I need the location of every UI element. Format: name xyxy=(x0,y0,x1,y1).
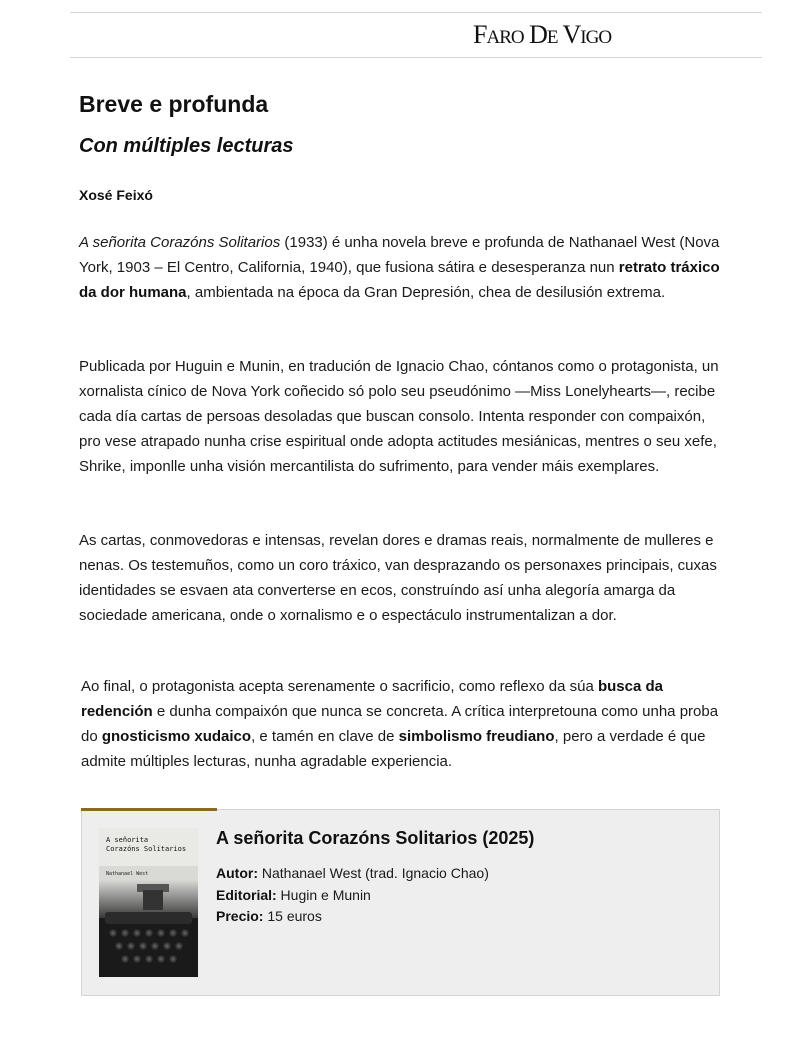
cover-title-line2: Corazóns Solitarios xyxy=(106,845,187,853)
paragraph-run: A señorita Corazóns Solitarios xyxy=(79,234,281,251)
book-cover-image xyxy=(99,828,198,977)
book-publisher-value: Hugin e Munin xyxy=(276,887,371,903)
article-subtitle: Con múltiples lecturas xyxy=(79,135,294,157)
cover-author: Nathanael West xyxy=(106,871,149,877)
svg-text:FARO DE VIGO: FARO DE VIGO xyxy=(473,20,612,49)
paragraph-run: busca da redención xyxy=(81,678,663,720)
book-price-row xyxy=(216,906,322,926)
article-author: Xosé Feixó xyxy=(79,187,153,203)
book-title: A señorita Corazóns Solitarios (2025) xyxy=(216,828,535,848)
paragraph-run: gnosticismo xudaico xyxy=(101,728,252,745)
paragraph-run: retrato tráxico da dor humana xyxy=(79,259,720,301)
paragraph-run: (1933) é unha novela breve e profunda de Nathanael West (Nova York, 1903 – El Centro, California, 1940), que fusiona sátira e desesperanza nun xyxy=(79,234,720,276)
cover-title-line1: A señorita xyxy=(106,836,149,844)
book-price-label: Precio: xyxy=(216,908,264,924)
book-publisher-row xyxy=(216,885,371,905)
brand-logo xyxy=(473,20,633,50)
paragraph-run: Publicada por Huguin e Munin, en tradución de Ignacio Chao, cóntanos como o protagonista, un xornalista cínico de Nova York coñecido só polo seu pseudónimo —Miss Lonelyhearts—, recibe cada día cartas de persoas desoladas que buscan consolo. Intenta responder con compaixón, pro vese atrapado nunha crise espiritual onde adopta actitudes mesiánicas, mentres o seu xefe, Shrike, imponlle unha visión mercantilista do sufrimento, para vender máis exemplares. xyxy=(79,358,719,475)
article-paragraph xyxy=(79,354,729,479)
article-paragraph xyxy=(81,674,736,774)
top-rule xyxy=(70,12,762,13)
paragraph-run: , pero a verdade é que admite múltiples lecturas, nunha agradable experiencia. xyxy=(81,728,706,770)
article-paragraph xyxy=(79,528,729,628)
book-author-label: Autor: xyxy=(216,865,258,881)
book-author-value: Nathanael West (trad. Ignacio Chao) xyxy=(258,865,489,881)
paragraph-run: , ambientada na época da Gran Depresión, chea de desilusión extrema. xyxy=(186,284,666,301)
paragraph-run: , e tamén en clave de xyxy=(251,728,399,745)
header-rule xyxy=(70,57,762,58)
article-title: Breve e profunda xyxy=(79,91,269,117)
book-price-value: 15 euros xyxy=(263,908,322,924)
paragraph-run: As cartas, conmovedoras e intensas, revelan dores e dramas reais, normalmente de mulleres e nenas. Os testemuños, como un coro tráxico, van desprazando os personaxes principais, cuxas identidades se esvaen ata converterse en ecos, construíndo así unha alegoría amarga da sociedade americana, onde o xornalismo e o espectáculo instrumentalizan a dor. xyxy=(79,532,717,624)
book-author-row xyxy=(216,863,489,883)
masthead-logo[interactable] xyxy=(473,20,633,57)
paragraph-run: simbolismo freudiano xyxy=(398,728,555,745)
paragraph-run: e dunha compaixón que nunca se concreta. A crítica interpretouna como unha proba do xyxy=(81,703,719,745)
article-paragraph xyxy=(79,230,729,305)
paragraph-run: Ao final, o protagonista acepta serenamente o sacrificio, como reflexo da súa xyxy=(81,678,598,695)
book-publisher-label: Editorial: xyxy=(216,887,277,903)
book-card-accent xyxy=(81,808,217,811)
